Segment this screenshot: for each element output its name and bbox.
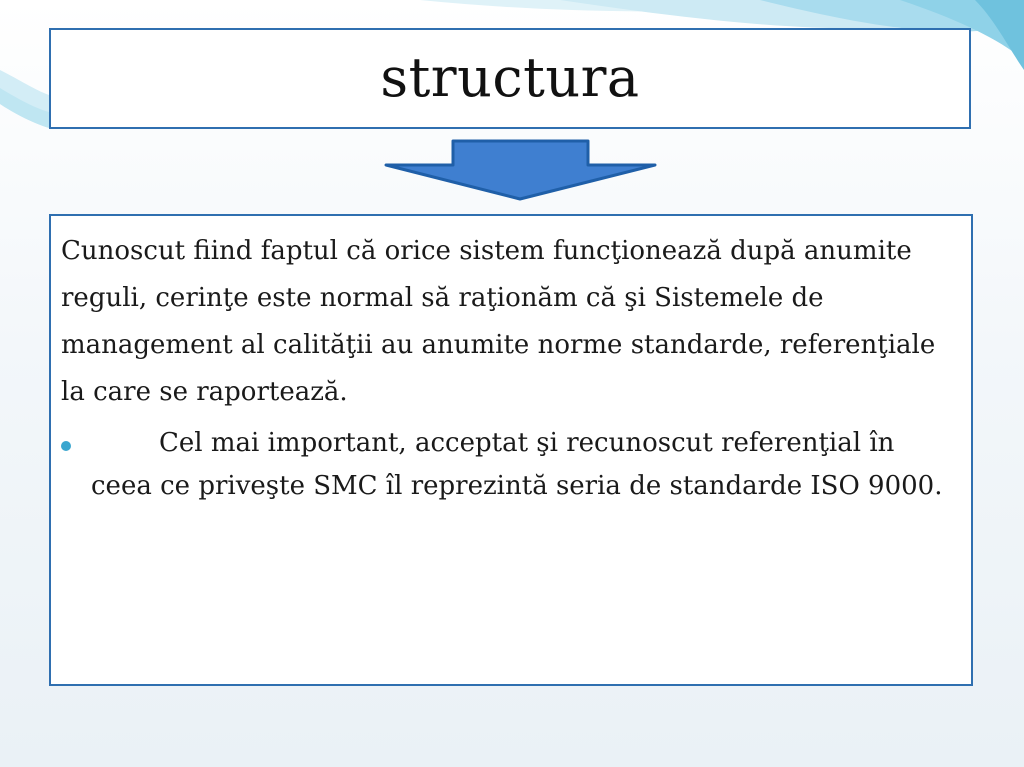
bullet-dot-icon: [61, 441, 71, 451]
content-box: [49, 214, 973, 686]
bullet-text-container: [91, 422, 951, 508]
title-box: [49, 28, 971, 129]
down-arrow-icon: [383, 139, 658, 201]
body-paragraph: Cunoscut fiind faptul că orice sistem funcţionează după anumite reguli, cerinţe este normal să raţionăm că şi Sistemele de management al calităţii au anumite norme standarde, referenţiale la care se raportează.: [61, 236, 936, 407]
bullet-item: [61, 422, 961, 508]
slide-title: structura: [380, 45, 640, 109]
bullet-text: Cel mai important, acceptat şi recunoscut referenţial în ceea ce priveşte SMC îl reprezintă seria de standarde ISO 9000.: [91, 428, 943, 501]
